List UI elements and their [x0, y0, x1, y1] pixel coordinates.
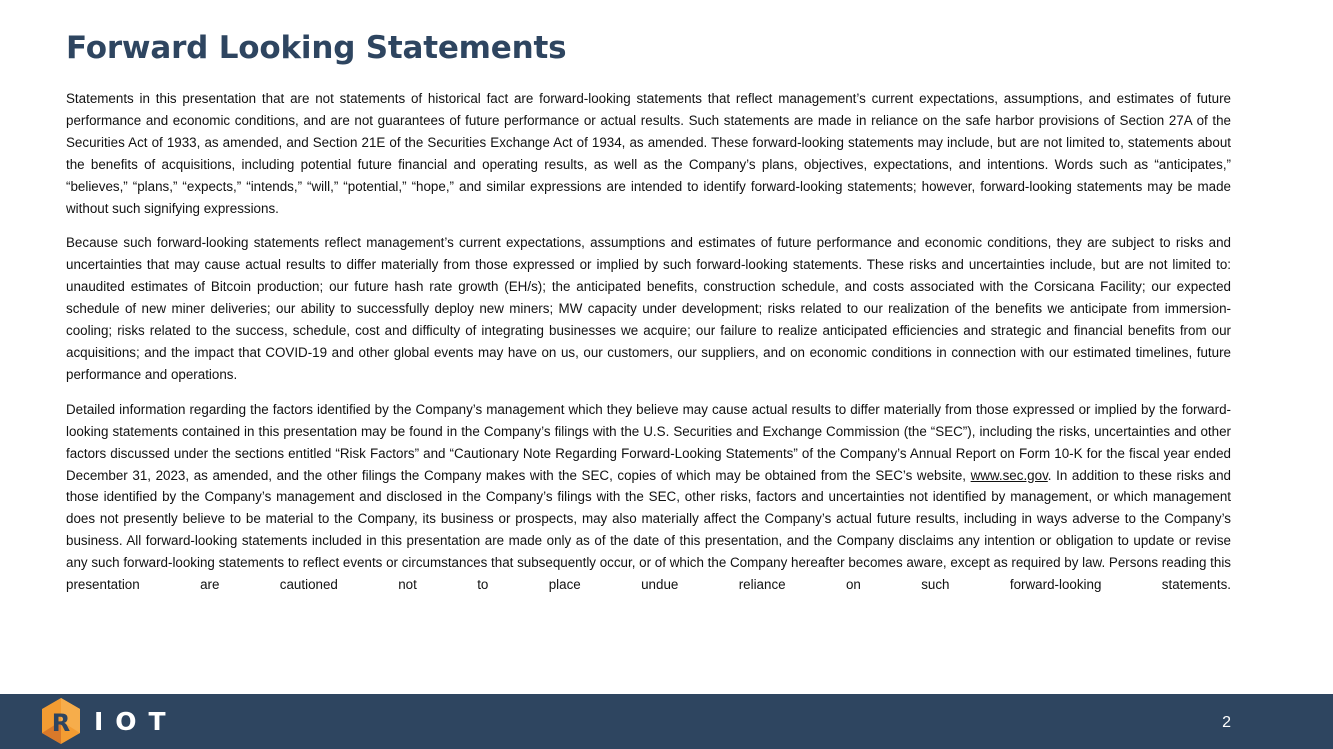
paragraph-details [66, 399, 1231, 596]
page-number: 2 [1222, 714, 1231, 731]
paragraph-risks: Because such forward-looking statements reflect management’s current expectations, assumptions and estimates of future performance and economic conditions, they are subject to risks and uncertainties that may cause actual results to differ materially from those expressed or implied by such forward-looking statements. These risks and uncertainties include, but are not limited to: unaudited estimates of Bitcoin production; our future hash rate growth (EH/s); the anticipated benefits, construction schedule, and costs associated with the Corsicana Facility; our expected schedule of new miner deliveries; our ability to successfully deploy new miners; MW capacity under development; risks related to our realization of the benefits we anticipate from immersion-cooling; risks related to the success, schedule, cost and difficulty of integrating businesses we acquire; our failure to realize anticipated efficiencies and strategic and financial benefits from our acquisitions; and the impact that COVID-19 and other global events may have on us, our customers, our suppliers, and on economic conditions in connection with our estimated timelines, future performance and operations. [66, 235, 1231, 382]
paragraph-details-text-end: . In addition to these risks and those identified by the Company’s management and disclosed in the Company’s filings with the SEC, other risks, factors and uncertainties not identified by management, or which management does not presently believe to be material to the Company, its business or prospects, may also materially affect the Company’s actual future results, including in ways adverse to the Company’s business. All forward-looking statements included in this presentation are made only as of the date of this presentation, and the Company disclaims any intention or obligation to update or revise any such forward-looking statements to reflect events or circumstances that subsequently occur, or of which the Company hereafter becomes aware, except as required by law. Persons reading this presentation are cautioned not to place undue reliance on such forward-looking statements. [66, 467, 1231, 593]
logo-mark-letter: R [51, 709, 71, 737]
page-title: Forward Looking Statements [66, 30, 567, 66]
sec-website-link[interactable]: www.sec.gov [970, 467, 1048, 483]
slide-body [66, 88, 1231, 609]
company-logo [40, 697, 178, 745]
logo-wordmark: IOT [94, 706, 178, 736]
riot-hexagon-logo-icon [40, 697, 82, 745]
paragraph-intro: Statements in this presentation that are not statements of historical fact are forward-looking statements that reflect management’s current expectations, assumptions, and estimates of future performance and economic conditions, and are not guarantees of future performance or actual results. Such statements are made in reliance on the safe harbor provisions of Section 27A of the Securities Act of 1933, as amended, and Section 21E of the Securities Exchange Act of 1934, as amended. These forward-looking statements may include, but are not limited to, statements about the benefits of acquisitions, including potential future financial and operating results, as well as the Company’s plans, objectives, expectations, and intentions. Words such as “anticipates,” “believes,” “plans,” “expects,” “intends,” “will,” “potential,” “hope,” and similar expressions are intended to identify forward-looking statements; however, forward-looking statements may be made without such signifying expressions. [66, 91, 1231, 216]
footer-bar [0, 694, 1333, 749]
paragraph-details-text-start: Detailed information regarding the factors identified by the Company’s management which they believe may cause actual results to differ materially from those expressed or implied by the forward-looking statements contained in this presentation may be found in the Company’s filings with the U.S. Securities and Exchange Commission (the “SEC”), including the risks, uncertainties and other factors discussed under the sections entitled “Risk Factors” and “Cautionary Note Regarding Forward-Looking Statements” of the Company’s Annual Report on Form 10-K for the fiscal year ended December 31, 2023, as amended, and the other filings the Company makes with the SEC, copies of which may be obtained from the SEC’s website, [66, 401, 1231, 483]
